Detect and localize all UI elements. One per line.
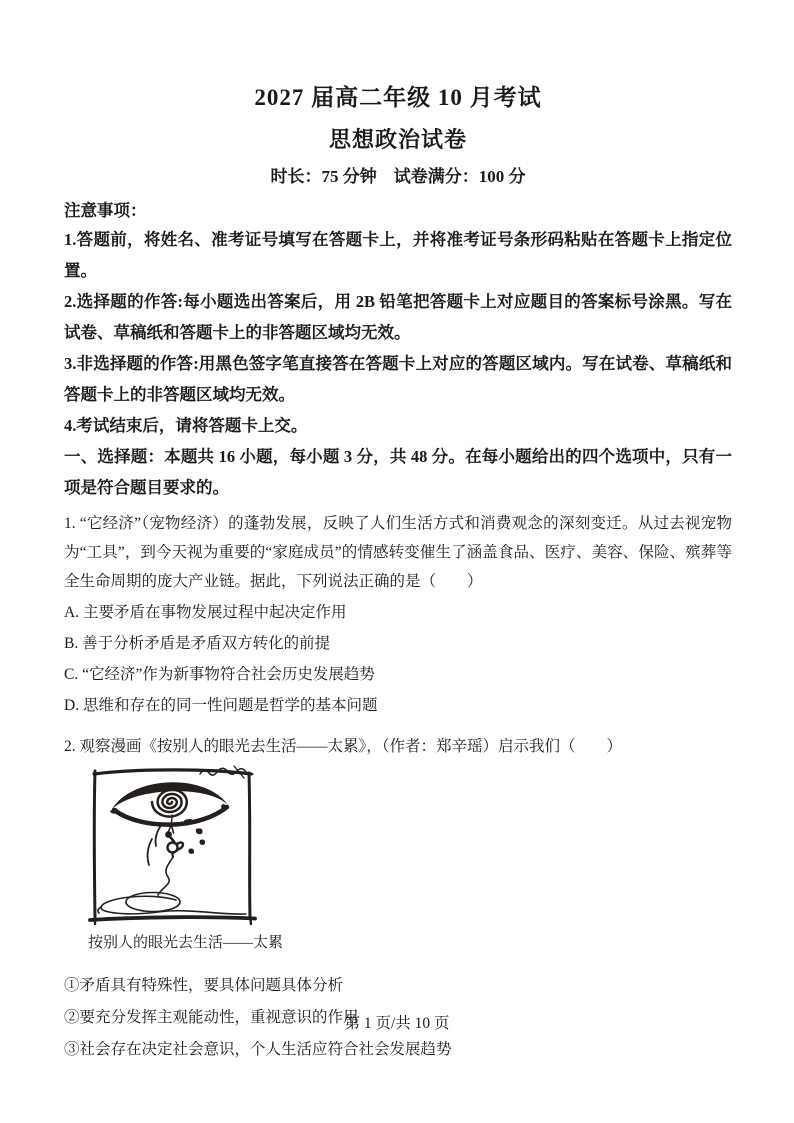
notice-item-1: 1.答题前，将姓名、准考证号填写在答题卡上，并将准考证号条形码粘贴在答题卡上指定位置。 xyxy=(64,230,732,280)
climber-figure xyxy=(165,825,183,857)
rope-coil xyxy=(98,857,246,914)
page-number: 第 1 页/共 10 页 xyxy=(344,1015,450,1032)
question-1-option-a: A. 主要矛盾在事物发展过程中起决定作用 xyxy=(64,604,347,621)
cartoon-image xyxy=(88,765,260,929)
spiral-icon xyxy=(152,790,187,817)
notice-item-3: 3.非选择题的作答:用黑色签字笔直接答在答题卡上对应的答题区域内。写在试卷、草稿纸和答题卡上的非答题区域均无效。 xyxy=(64,354,732,404)
question-1-stem: 1. “它经济”（宠物经济）的蓬勃发展，反映了人们生活方式和消费观念的深刻变迁。从过去视宠物为“工具”，到今天视为重要的“家庭成员”的情感转变催生了涵盖食品、医疗、美容、保险、殡葬等全生命周期的庞大产业链。据此，下列说法正确的是（ ） xyxy=(64,515,732,590)
exam-subtitle: 思想政治试卷 xyxy=(328,127,467,152)
exam-title: 2027 届高二年级 10 月考试 xyxy=(254,85,542,110)
statement-2: ②要充分发挥主观能动性，重视意识的作用 xyxy=(64,1009,359,1026)
question-2-stem: 2. 观察漫画《按别人的眼光去生活——太累》，（作者：郑辛瑶）启示我们（ ） xyxy=(64,738,623,755)
section-heading: 一、选择题：本题共 16 小题，每小题 3 分，共 48 分。在每小题给出的四个选项中，只有一项是符合题目要求的。 xyxy=(64,447,732,497)
cartoon-figure-block xyxy=(88,765,284,955)
exam-meta: 时长：75 分钟 试卷满分：100 分 xyxy=(270,167,526,186)
page-content xyxy=(64,0,732,1064)
question-1-option-d: D. 思维和存在的同一性问题是哲学的基本问题 xyxy=(64,697,378,714)
motion-lines xyxy=(148,827,160,865)
notice-heading: 注意事项： xyxy=(64,201,147,220)
notice-item-4: 4.考试结束后，请将答题卡上交。 xyxy=(64,416,308,435)
statement-3: ③社会存在决定社会意识，个人生活应符合社会发展趋势 xyxy=(64,1041,452,1058)
statement-1: ①矛盾具有特殊性，要具体问题具体分析 xyxy=(64,977,344,994)
figure-caption: 按别人的眼光去生活——太累 xyxy=(88,935,284,951)
question-1-option-c: C. “它经济”作为新事物符合社会历史发展趋势 xyxy=(64,666,375,683)
notice-item-2: 2.选择题的作答:每小题选出答案后，用 2B 铅笔把答题卡上对应题目的答案标号涂黑。写在试卷、草稿纸和答题卡上的非答题区域均无效。 xyxy=(64,292,732,342)
question-1-option-b: B. 善于分析矛盾是矛盾双方转化的前提 xyxy=(64,635,331,652)
